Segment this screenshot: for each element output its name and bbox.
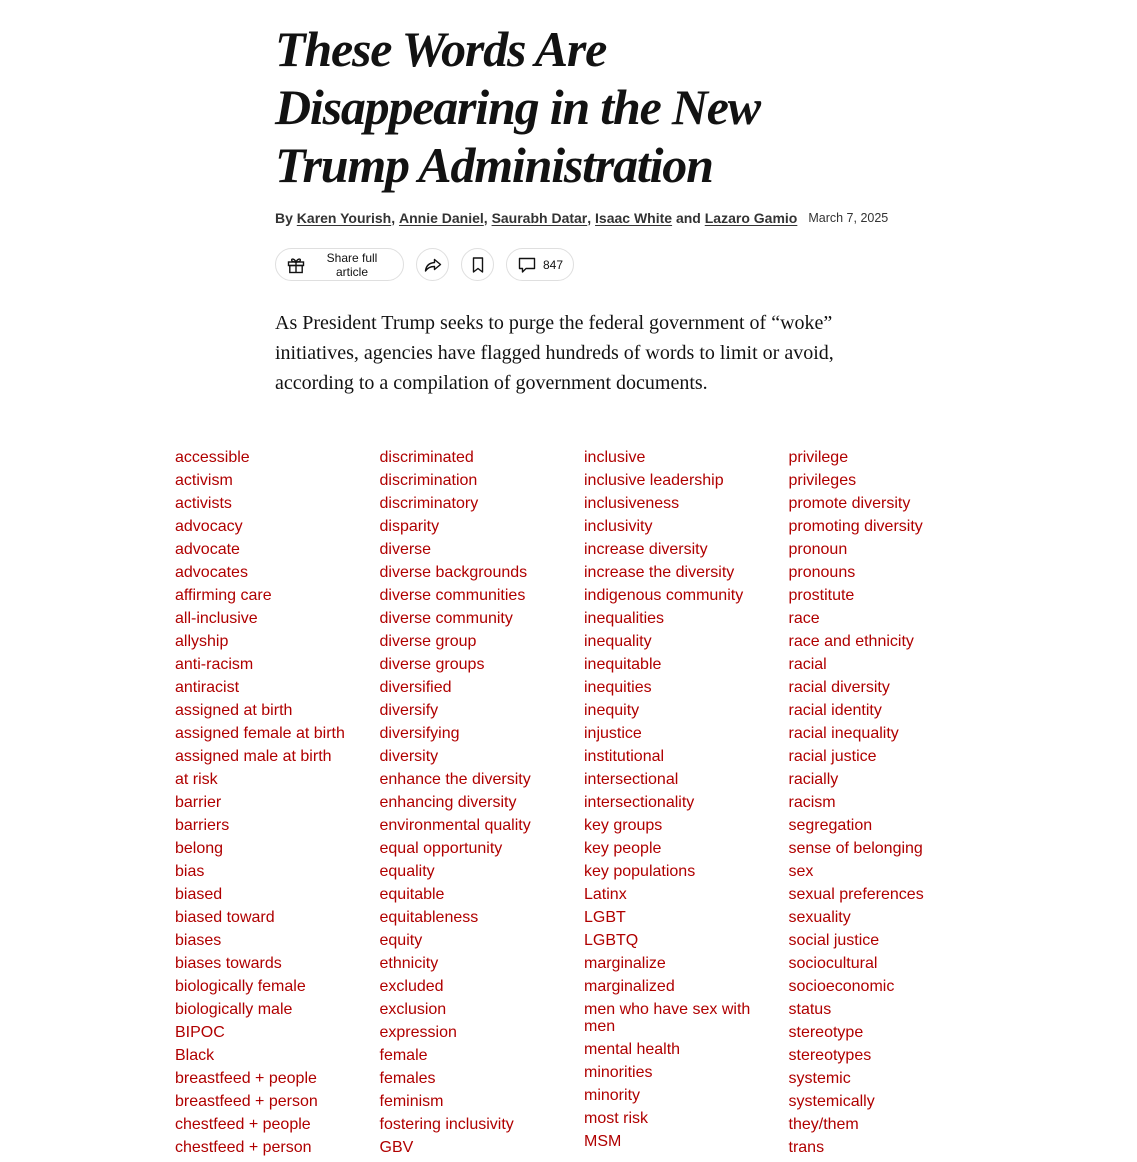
flagged-word: diverse: [379, 541, 432, 558]
flagged-word: biologically female: [175, 978, 306, 995]
flagged-word: sociocultural: [788, 955, 878, 972]
flagged-word: privilege: [788, 449, 849, 466]
flagged-word: marginalized: [584, 978, 675, 995]
flagged-word: allyship: [175, 633, 229, 650]
flagged-word: antiracist: [175, 679, 240, 696]
byline-prefix: By: [275, 210, 293, 226]
flagged-word: diversify: [379, 702, 439, 719]
word-column: [789, 449, 994, 1162]
flagged-word: systemically: [788, 1093, 875, 1110]
flagged-word: mental health: [584, 1041, 681, 1058]
author-link[interactable]: Lazaro Gamio: [704, 210, 798, 226]
flagged-word: diverse backgrounds: [379, 564, 528, 581]
author-link[interactable]: Isaac White: [595, 210, 673, 226]
flagged-word: barriers: [175, 817, 230, 834]
flagged-word: equity: [379, 932, 423, 949]
flagged-word: all-inclusive: [175, 610, 258, 627]
comment-bubble-icon: [517, 255, 537, 275]
flagged-word: LGBT: [584, 909, 626, 926]
flagged-word: GBV: [379, 1139, 414, 1156]
flagged-word: systemic: [788, 1070, 851, 1087]
flagged-word: increase the diversity: [584, 564, 735, 581]
flagged-word: race and ethnicity: [788, 633, 914, 650]
flagged-word: socioeconomic: [788, 978, 895, 995]
flagged-word: activism: [175, 472, 233, 489]
flagged-word: environmental quality: [379, 817, 531, 834]
flagged-word: marginalize: [584, 955, 666, 972]
flagged-word: key groups: [584, 817, 663, 834]
flagged-word: biases: [175, 932, 222, 949]
flagged-word: racial: [788, 656, 827, 673]
flagged-word: inclusiveness: [584, 495, 680, 512]
flagged-word: status: [788, 1001, 832, 1018]
flagged-word: key populations: [584, 863, 696, 880]
flagged-word: social justice: [788, 932, 880, 949]
flagged-word: discriminatory: [379, 495, 479, 512]
flagged-word: diversity: [379, 748, 439, 765]
flagged-word: chestfeed + people: [175, 1116, 311, 1133]
flagged-word: Latinx: [584, 886, 627, 903]
flagged-word: inequities: [584, 679, 652, 696]
word-column: [584, 449, 789, 1162]
byline: [275, 208, 889, 228]
flagged-word: advocate: [175, 541, 240, 558]
flagged-word: diverse group: [379, 633, 477, 650]
flagged-word: biased toward: [175, 909, 275, 926]
flagged-word: discriminated: [379, 449, 474, 466]
headline: These Words Are Disappearing in the New Trump Administration: [275, 21, 760, 193]
flagged-word: segregation: [788, 817, 873, 834]
flagged-word: race: [788, 610, 820, 627]
flagged-word: equitableness: [379, 909, 479, 926]
word-column: [175, 449, 380, 1162]
flagged-word: pronoun: [788, 541, 848, 558]
flagged-word: inequitable: [584, 656, 662, 673]
share-full-article-button[interactable]: [275, 248, 404, 281]
flagged-word: barrier: [175, 794, 222, 811]
flagged-word: equal opportunity: [379, 840, 503, 857]
flagged-word: intersectional: [584, 771, 679, 788]
flagged-words-list: [175, 449, 955, 1162]
flagged-word: female: [379, 1047, 428, 1064]
word-column: [380, 449, 585, 1162]
byline-separator: ,: [391, 210, 396, 226]
flagged-word: inclusivity: [584, 518, 653, 535]
flagged-word: affirming care: [175, 587, 272, 604]
flagged-word: enhancing diversity: [379, 794, 517, 811]
flagged-word: men who have sex with men: [584, 1001, 751, 1035]
flagged-word: disparity: [379, 518, 440, 535]
flagged-word: inclusive: [584, 449, 646, 466]
flagged-word: inclusive leadership: [584, 472, 724, 489]
flagged-word: stereotype: [788, 1024, 864, 1041]
flagged-word: feminism: [379, 1093, 444, 1110]
flagged-word: assigned female at birth: [175, 725, 345, 742]
publish-date: March 7, 2025: [808, 211, 889, 225]
flagged-word: bias: [175, 863, 205, 880]
flagged-word: prostitute: [788, 587, 855, 604]
flagged-word: breastfeed + person: [175, 1093, 318, 1110]
flagged-word: racial inequality: [788, 725, 899, 742]
flagged-word: biases towards: [175, 955, 282, 972]
flagged-word: inequity: [584, 702, 640, 719]
flagged-word: injustice: [584, 725, 642, 742]
flagged-word: diversified: [379, 679, 452, 696]
flagged-word: sense of belonging: [788, 840, 923, 857]
flagged-word: equality: [379, 863, 435, 880]
flagged-word: belong: [175, 840, 224, 857]
flagged-word: chestfeed + person: [175, 1139, 312, 1156]
flagged-word: inequalities: [584, 610, 665, 627]
flagged-word: biologically male: [175, 1001, 293, 1018]
flagged-word: most risk: [584, 1110, 648, 1127]
flagged-word: breastfeed + people: [175, 1070, 317, 1087]
flagged-word: assigned male at birth: [175, 748, 332, 765]
flagged-word: discrimination: [379, 472, 478, 489]
flagged-word: diverse communities: [379, 587, 526, 604]
flagged-word: promoting diversity: [788, 518, 923, 535]
flagged-word: anti-racism: [175, 656, 254, 673]
article: [275, 0, 889, 398]
flagged-word: stereotypes: [788, 1047, 872, 1064]
comment-count: 847: [542, 257, 564, 272]
save-button[interactable]: [461, 248, 494, 281]
flagged-word: at risk: [175, 771, 218, 788]
bookmark-icon: [468, 255, 488, 275]
flagged-word: indigenous community: [584, 587, 744, 604]
byline-separator: ,: [483, 210, 488, 226]
flagged-word: fostering inclusivity: [379, 1116, 514, 1133]
flagged-word: sexual preferences: [788, 886, 924, 903]
flagged-word: intersectionality: [584, 794, 695, 811]
flagged-word: ethnicity: [379, 955, 439, 972]
flagged-word: LGBTQ: [584, 932, 639, 949]
flagged-word: diverse groups: [379, 656, 485, 673]
flagged-word: increase diversity: [584, 541, 708, 558]
flagged-word: pronouns: [788, 564, 856, 581]
flagged-word: they/them: [788, 1116, 859, 1133]
gift-icon: [286, 255, 306, 275]
flagged-word: sexuality: [788, 909, 851, 926]
flagged-word: females: [379, 1070, 436, 1087]
flagged-word: privileges: [788, 472, 857, 489]
flagged-word: trans: [788, 1139, 825, 1156]
flagged-word: MSM: [584, 1133, 622, 1150]
flagged-word: racial justice: [788, 748, 877, 765]
comments-button[interactable]: [506, 248, 574, 281]
flagged-word: biased: [175, 886, 223, 903]
flagged-word: accessible: [175, 449, 250, 466]
author-link[interactable]: Karen Yourish: [296, 210, 392, 226]
author-link[interactable]: Saurabh Datar: [491, 210, 588, 226]
flagged-word: advocates: [175, 564, 248, 581]
flagged-word: diverse community: [379, 610, 513, 627]
article-toolbar: [275, 248, 875, 281]
byline-conjunction: and: [675, 210, 701, 226]
flagged-word: Black: [175, 1047, 215, 1064]
share-arrow-icon: [423, 255, 443, 275]
flagged-word: assigned at birth: [175, 702, 293, 719]
flagged-word: diversifying: [379, 725, 460, 742]
flagged-word: minorities: [584, 1064, 653, 1081]
flagged-word: promote diversity: [788, 495, 911, 512]
flagged-word: racial diversity: [788, 679, 890, 696]
flagged-word: expression: [379, 1024, 457, 1041]
flagged-word: racially: [788, 771, 839, 788]
flagged-word: sex: [788, 863, 814, 880]
flagged-word: equitable: [379, 886, 445, 903]
flagged-word: activists: [175, 495, 232, 512]
flagged-word: key people: [584, 840, 662, 857]
flagged-word: exclusion: [379, 1001, 447, 1018]
flagged-word: minority: [584, 1087, 641, 1104]
flagged-word: institutional: [584, 748, 665, 765]
flagged-word: racial identity: [788, 702, 882, 719]
flagged-word: BIPOC: [175, 1024, 225, 1041]
author-link[interactable]: Annie Daniel: [398, 210, 484, 226]
flagged-word: excluded: [379, 978, 444, 995]
flagged-word: inequality: [584, 633, 652, 650]
flagged-word: racism: [788, 794, 836, 811]
byline-separator: ,: [587, 210, 592, 226]
flagged-word: advocacy: [175, 518, 243, 535]
flagged-word: enhance the diversity: [379, 771, 531, 788]
article-summary: As President Trump seeks to purge the federal government of “woke” initiatives, agencies have flagged hundreds of words to limit or avoid, according to a compilation of government documents.: [275, 312, 834, 394]
share-full-article-label: Share full article: [326, 250, 378, 279]
share-button[interactable]: [416, 248, 449, 281]
